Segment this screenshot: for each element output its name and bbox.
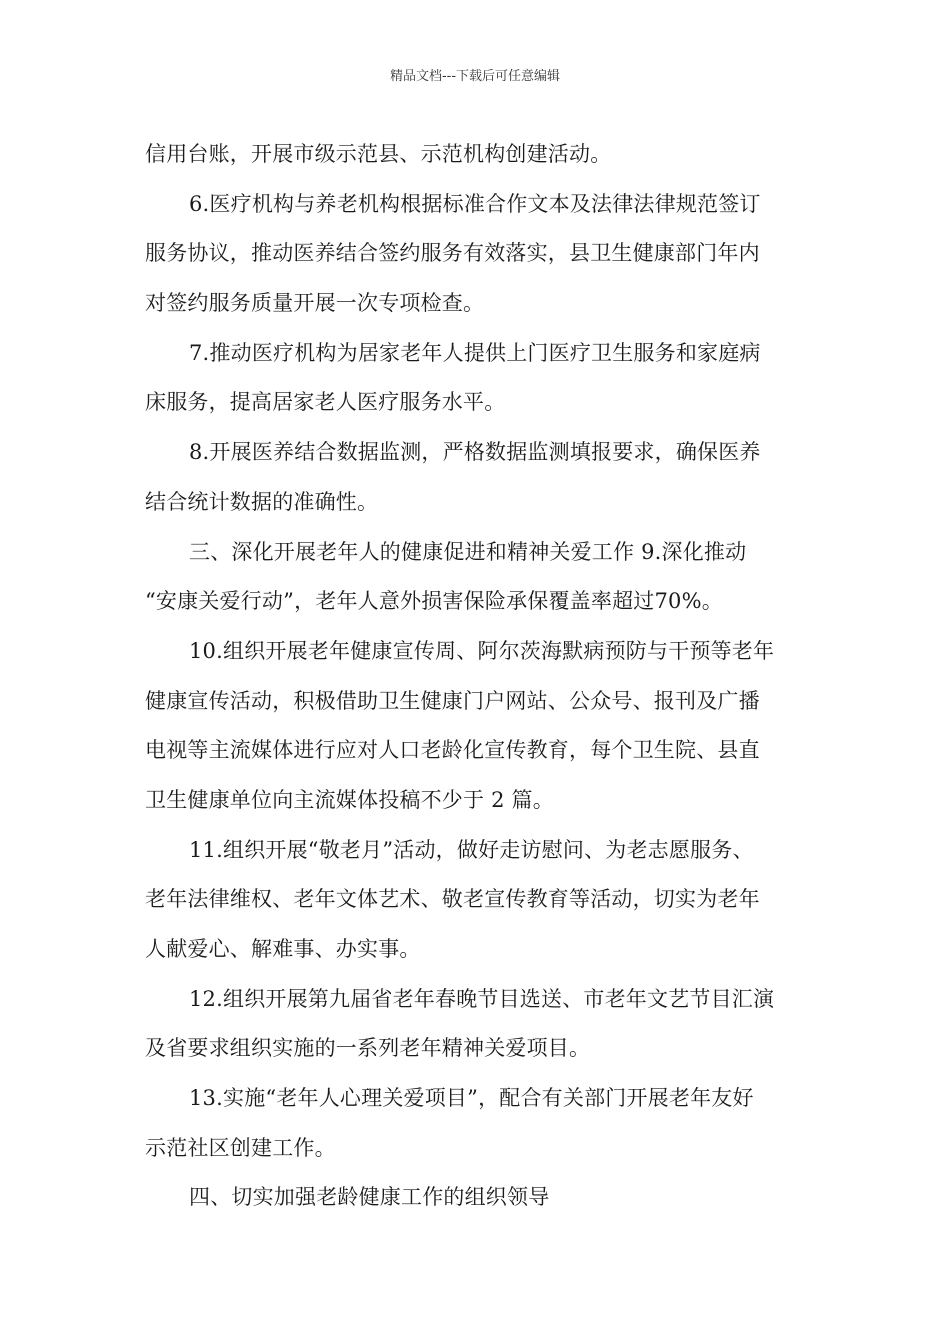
text-line: 老年法律维权、老年文体艺术、敬老宣传教育等活动，切实为老年 <box>145 887 760 912</box>
text-line: 人献爱心、解难事、办实事。 <box>145 937 421 961</box>
text-line: 健康宣传活动，积极借助卫生健康门户网站、公众号、报刊及广播 <box>145 688 760 713</box>
text-line: 信用台账，开展市级示范县、示范机构创建活动。 <box>145 142 612 166</box>
text-line: 结合统计数据的准确性。 <box>145 489 379 514</box>
text-line: “安康关爱行动”，老年人意外损害保险承保覆盖率超过70%。 <box>145 589 723 614</box>
text-line: 13.实施“老年人心理关爱项目”，配合有关部门开展老年友好 <box>189 1086 754 1111</box>
text-line: 卫生健康单位向主流媒体投稿不少于 2 篇。 <box>145 787 554 812</box>
text-line: 及省要求组织实施的一系列老年精神关爱项目。 <box>145 1036 591 1061</box>
text-line: 床服务，提高居家老人医疗服务水平。 <box>145 390 506 415</box>
text-line: 对签约服务质量开展一次专项检查。 <box>145 291 485 316</box>
text-line: 6.医疗机构与养老机构根据标准合作文本及法律法律规范签订 <box>189 191 761 216</box>
body-text <box>145 130 810 1223</box>
text-line: 示范社区创建工作。 <box>145 1135 336 1160</box>
section-heading-line: 四、切实加强老龄健康工作的组织领导 <box>189 1185 550 1210</box>
text-line: 7.推动医疗机构为居家老年人提供上门医疗卫生服务和家庭病 <box>189 340 761 365</box>
text-line: 12.组织开展第九届省老年春晚节目选送、市老年文艺节目汇演 <box>189 986 775 1011</box>
text-line: 10.组织开展老年健康宣传周、阿尔茨海默病预防与干预等老年 <box>189 638 775 663</box>
page-header: 精品文档---下载后可任意编辑 <box>389 69 561 84</box>
text-line: 电视等主流媒体进行应对人口老龄化宣传教育，每个卫生院、县直 <box>145 738 760 763</box>
text-line: 11.组织开展“敬老月”活动，做好走访慰问、为老志愿服务、 <box>189 837 754 862</box>
text-line: 8.开展医养结合数据监测，严格数据监测填报要求，确保医养 <box>189 440 761 465</box>
text-line: 服务协议，推动医养结合签约服务有效落实，县卫生健康部门年内 <box>145 241 760 266</box>
section-heading-line: 三、深化开展老年人的健康促进和精神关爱工作 9.深化推动 <box>189 539 747 564</box>
